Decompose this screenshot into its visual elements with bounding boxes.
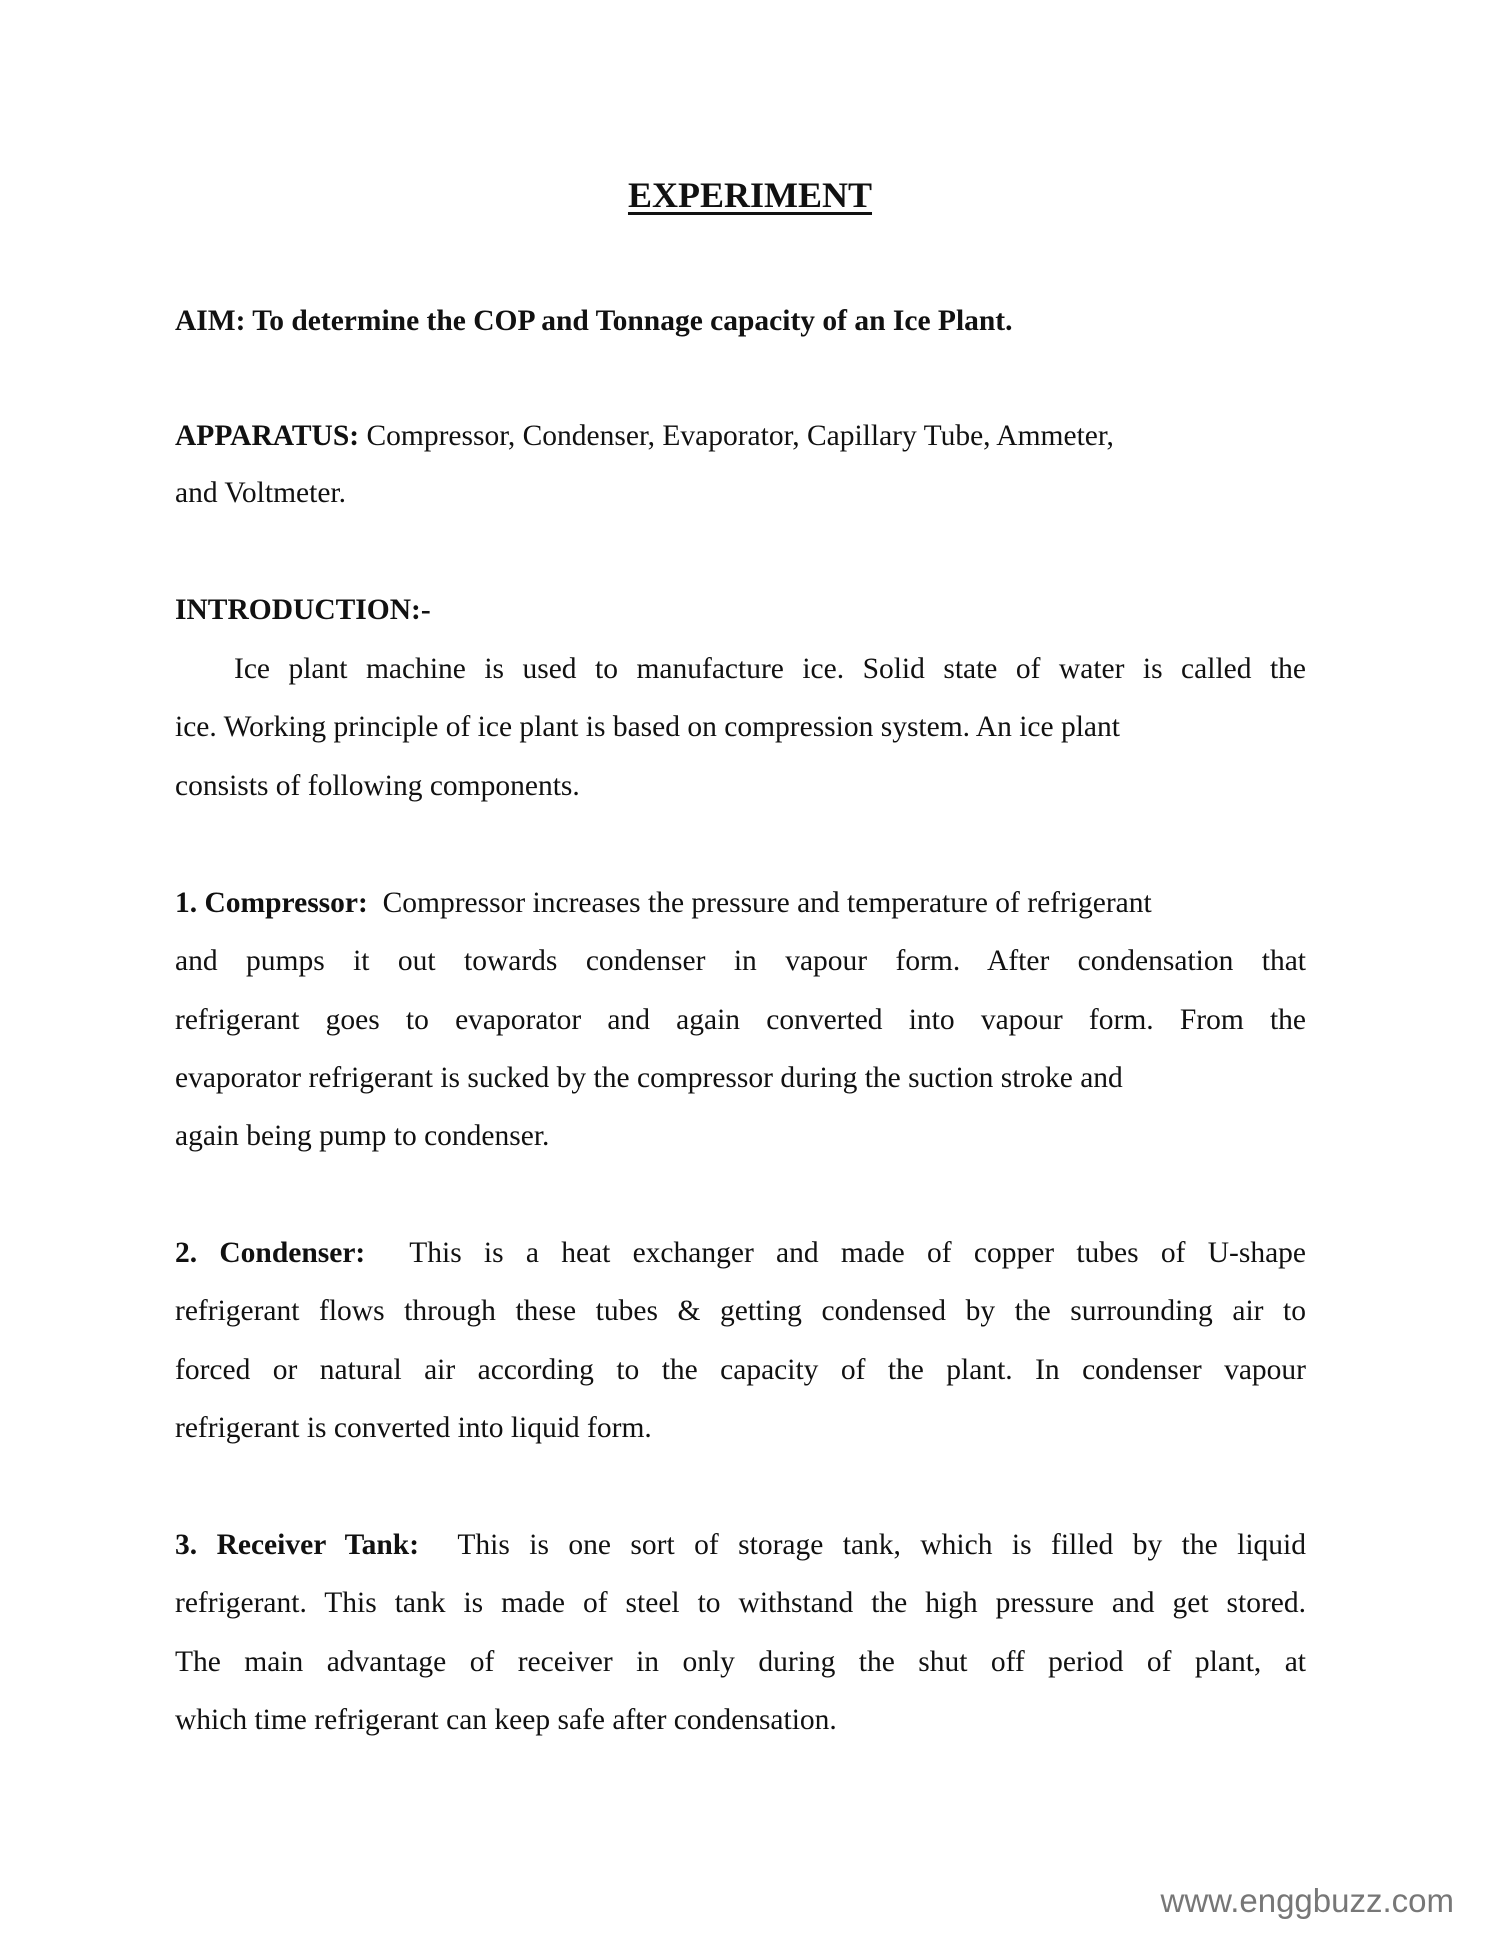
line-text: forced or natural air according to the capacity of the plant. In condenser vapour [175, 1354, 1306, 1386]
line-text: Compressor, Condenser, Evaporator, Capillary Tube, Ammeter, [359, 420, 1114, 452]
text-line [175, 464, 1306, 522]
bold-heading: AIM: To determine the COP and Tonnage capacity of an Ice Plant. [175, 305, 1013, 337]
line-text: refrigerant. This tank is made of steel to withstand the high pressure and get stored. [175, 1587, 1306, 1619]
text-line [175, 1633, 1306, 1691]
line-text: ice. Working principle of ice plant is based on compression system. An ice plant [175, 711, 1120, 743]
text-line [175, 1691, 1306, 1749]
line-text: This is one sort of storage tank, which is filled by the liquid [419, 1529, 1306, 1561]
bold-heading: APPARATUS: [175, 420, 360, 452]
text-line [175, 932, 1306, 990]
line-text: refrigerant is converted into liquid form. [175, 1412, 652, 1444]
title-text: EXPERIMENT [627, 175, 873, 215]
text-line [175, 292, 1306, 350]
line-text: Compressor increases the pressure and temperature of refrigerant [367, 887, 1152, 919]
text-line [175, 1399, 1306, 1457]
text-line [175, 1049, 1306, 1107]
text-line [175, 1107, 1306, 1165]
text-line [175, 1282, 1306, 1340]
line-text: Ice plant machine is used to manufacture ice. Solid state of water is called the [234, 653, 1306, 685]
bold-heading: 2. Condenser: [175, 1237, 366, 1269]
text-line [175, 991, 1306, 1049]
watermark-link[interactable]: www.enggbuzz.com [1160, 1882, 1454, 1919]
text-line [175, 1341, 1306, 1399]
line-text: The main advantage of receiver in only during the shut off period of plant, at [175, 1646, 1306, 1678]
line-text: refrigerant flows through these tubes & getting condensed by the surrounding air to [175, 1295, 1306, 1327]
line-text: and Voltmeter. [175, 477, 346, 509]
bold-heading: 3. Receiver Tank: [175, 1529, 420, 1561]
text-line [175, 407, 1306, 465]
line-text: This is a heat exchanger and made of copper tubes of U-shape [365, 1237, 1307, 1269]
text-line [175, 581, 1306, 639]
text-line [175, 698, 1306, 756]
line-text: again being pump to condenser. [175, 1120, 550, 1152]
line-text: evaporator refrigerant is sucked by the compressor during the suction stroke and [175, 1062, 1123, 1094]
text-line [175, 757, 1306, 815]
text-line [175, 640, 1306, 698]
text-line [175, 874, 1306, 932]
line-text: and pumps it out towards condenser in vapour form. After condensation that [175, 945, 1306, 977]
line-text: which time refrigerant can keep safe after condensation. [175, 1704, 837, 1736]
line-text: refrigerant goes to evaporator and again converted into vapour form. From the [175, 1004, 1306, 1036]
document-title [0, 172, 1500, 218]
text-line [175, 1574, 1306, 1632]
text-line [175, 1224, 1306, 1282]
text-line [175, 1516, 1306, 1574]
bold-heading: 1. Compressor: [175, 887, 368, 919]
bold-heading: INTRODUCTION:- [175, 594, 431, 626]
line-text: consists of following components. [175, 770, 580, 802]
